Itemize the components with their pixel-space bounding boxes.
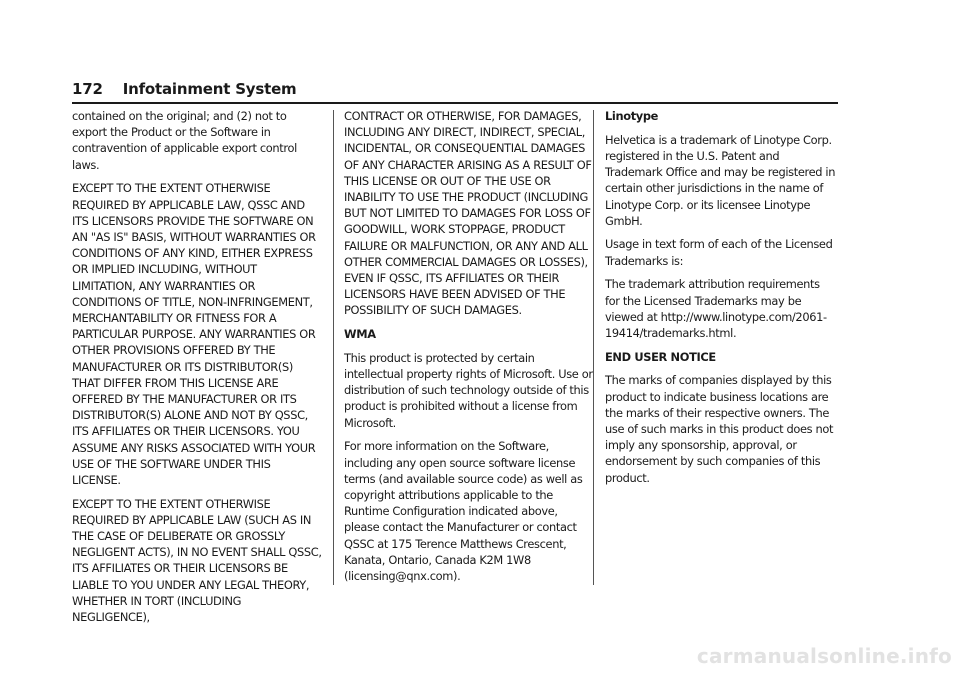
section-title: Infotainment System <box>122 80 297 98</box>
paragraph: Helvetica is a trademark of Linotype Corp. registered in the U.S. Patent and Trademark Office and may be registered in certain other jurisdictions in the name of Linotype Corp. or its licensee Linotype GmbH. <box>605 132 836 228</box>
section-heading-end-user-notice: END USER NOTICE <box>605 349 716 364</box>
column-divider <box>593 110 594 585</box>
watermark: carmanualsonline.info <box>696 644 952 668</box>
paragraph: The marks of companies displayed by this product to indicate business locations are the marks of their respective owners. The use of such marks in this product does not imply any sponsorship, approval, or endorsement by such companies of this product. <box>605 373 834 485</box>
paragraph: Usage in text form of each of the Licensed Trademarks is: <box>605 237 833 268</box>
page-header <box>72 80 296 98</box>
column-divider <box>333 110 334 585</box>
paragraph: CONTRACT OR OTHERWISE, FOR DAMAGES, INCLUDING ANY DIRECT, INDIRECT, SPECIAL, INCIDENTAL, OR CONSEQUENTIAL DAMAGES OF ANY CHARACTER ARISING AS A RESULT OF THIS LICENSE OR OUT OF THE USE OR INABILITY TO USE THE PRODUCT (INCLUDING BUT NOT LIMITED TO DAMAGES FOR LOSS OF GOODWILL, WORK STOPPAGE, PRODUCT FAILURE OR MALFUNCTION, OR ANY AND ALL OTHER COMMERCIAL DAMAGES OR LOSSES), EVEN IF QSSC, ITS AFFILIATES OR THEIR LICENSORS HAVE BEEN ADVISED OF THE POSSIBILITY OF SUCH DAMAGES. <box>344 109 592 318</box>
text-column-3 <box>605 108 837 493</box>
section-heading-wma: WMA <box>344 327 376 342</box>
paragraph: This product is protected by certain intellectual property rights of Microsoft. Use or distribution of such technology outside of this product is prohibited without a license from Microsoft. <box>344 350 593 430</box>
paragraph: EXCEPT TO THE EXTENT OTHERWISE REQUIRED BY APPLICABLE LAW (SUCH AS IN THE CASE OF DELIBERATE OR GROSSLY NEGLIGENT ACTS), IN NO EVENT SHALL QSSC, ITS AFFILIATES OR THEIR LICENSORS BE LIABLE TO YOU UNDER ANY LEGAL THEORY, WHETHER IN TORT (INCLUDING NEGLIGENCE), <box>72 496 322 625</box>
section-heading-linotype: Linotype <box>605 109 659 123</box>
paragraph: The trademark attribution requirements for the Licensed Trademarks may be viewed at http://www.linotype.com/2061-19414/trademarks.html. <box>605 277 827 340</box>
page-number: 172 <box>72 80 103 98</box>
paragraph: EXCEPT TO THE EXTENT OTHERWISE REQUIRED BY APPLICABLE LAW, QSSC AND ITS LICENSORS PROVIDE THE SOFTWARE ON AN "AS IS" BASIS, WITHOUT WARRANTIES OR CONDITIONS OF ANY KIND, EITHER EXPRESS OR IMPLIED INCLUDING, WITHOUT LIMITATION, ANY WARRANTIES OR CONDITIONS OF TITLE, NON-INFRINGEMENT, MERCHANTABILITY OR FITNESS FOR A PARTICULAR PURPOSE. ANY WARRANTIES OR OTHER PROVISIONS OFFERED BY THE MANUFACTURER OR ITS DISTRIBUTOR(S) THAT DIFFER FROM THIS LICENSE ARE OFFERED BY THE MANUFACTURER OR ITS DISTRIBUTOR(S) ALONE AND NOT BY QSSC, ITS AFFILIATES OR THEIR LICENSORS. YOU ASSUME ANY RISKS ASSOCIATED WITH YOUR USE OF THE SOFTWARE UNDER THIS LICENSE. <box>72 181 316 487</box>
paragraph: contained on the original; and (2) not to export the Product or the Software in contravention of applicable export control laws. <box>72 109 297 172</box>
text-column-1 <box>72 108 322 633</box>
text-column-2 <box>344 108 594 592</box>
paragraph: For more information on the Software, including any open source software license terms (and available source code) as well as copyright attributions applicable to the Runtime Configuration indicated above, please contact the Manufacturer or contact QSSC at 175 Terence Matthews Crescent, Kanata, Ontario, Canada K2M 1W8 (licensing@qnx.com). <box>344 439 583 583</box>
header-rule <box>72 102 838 104</box>
